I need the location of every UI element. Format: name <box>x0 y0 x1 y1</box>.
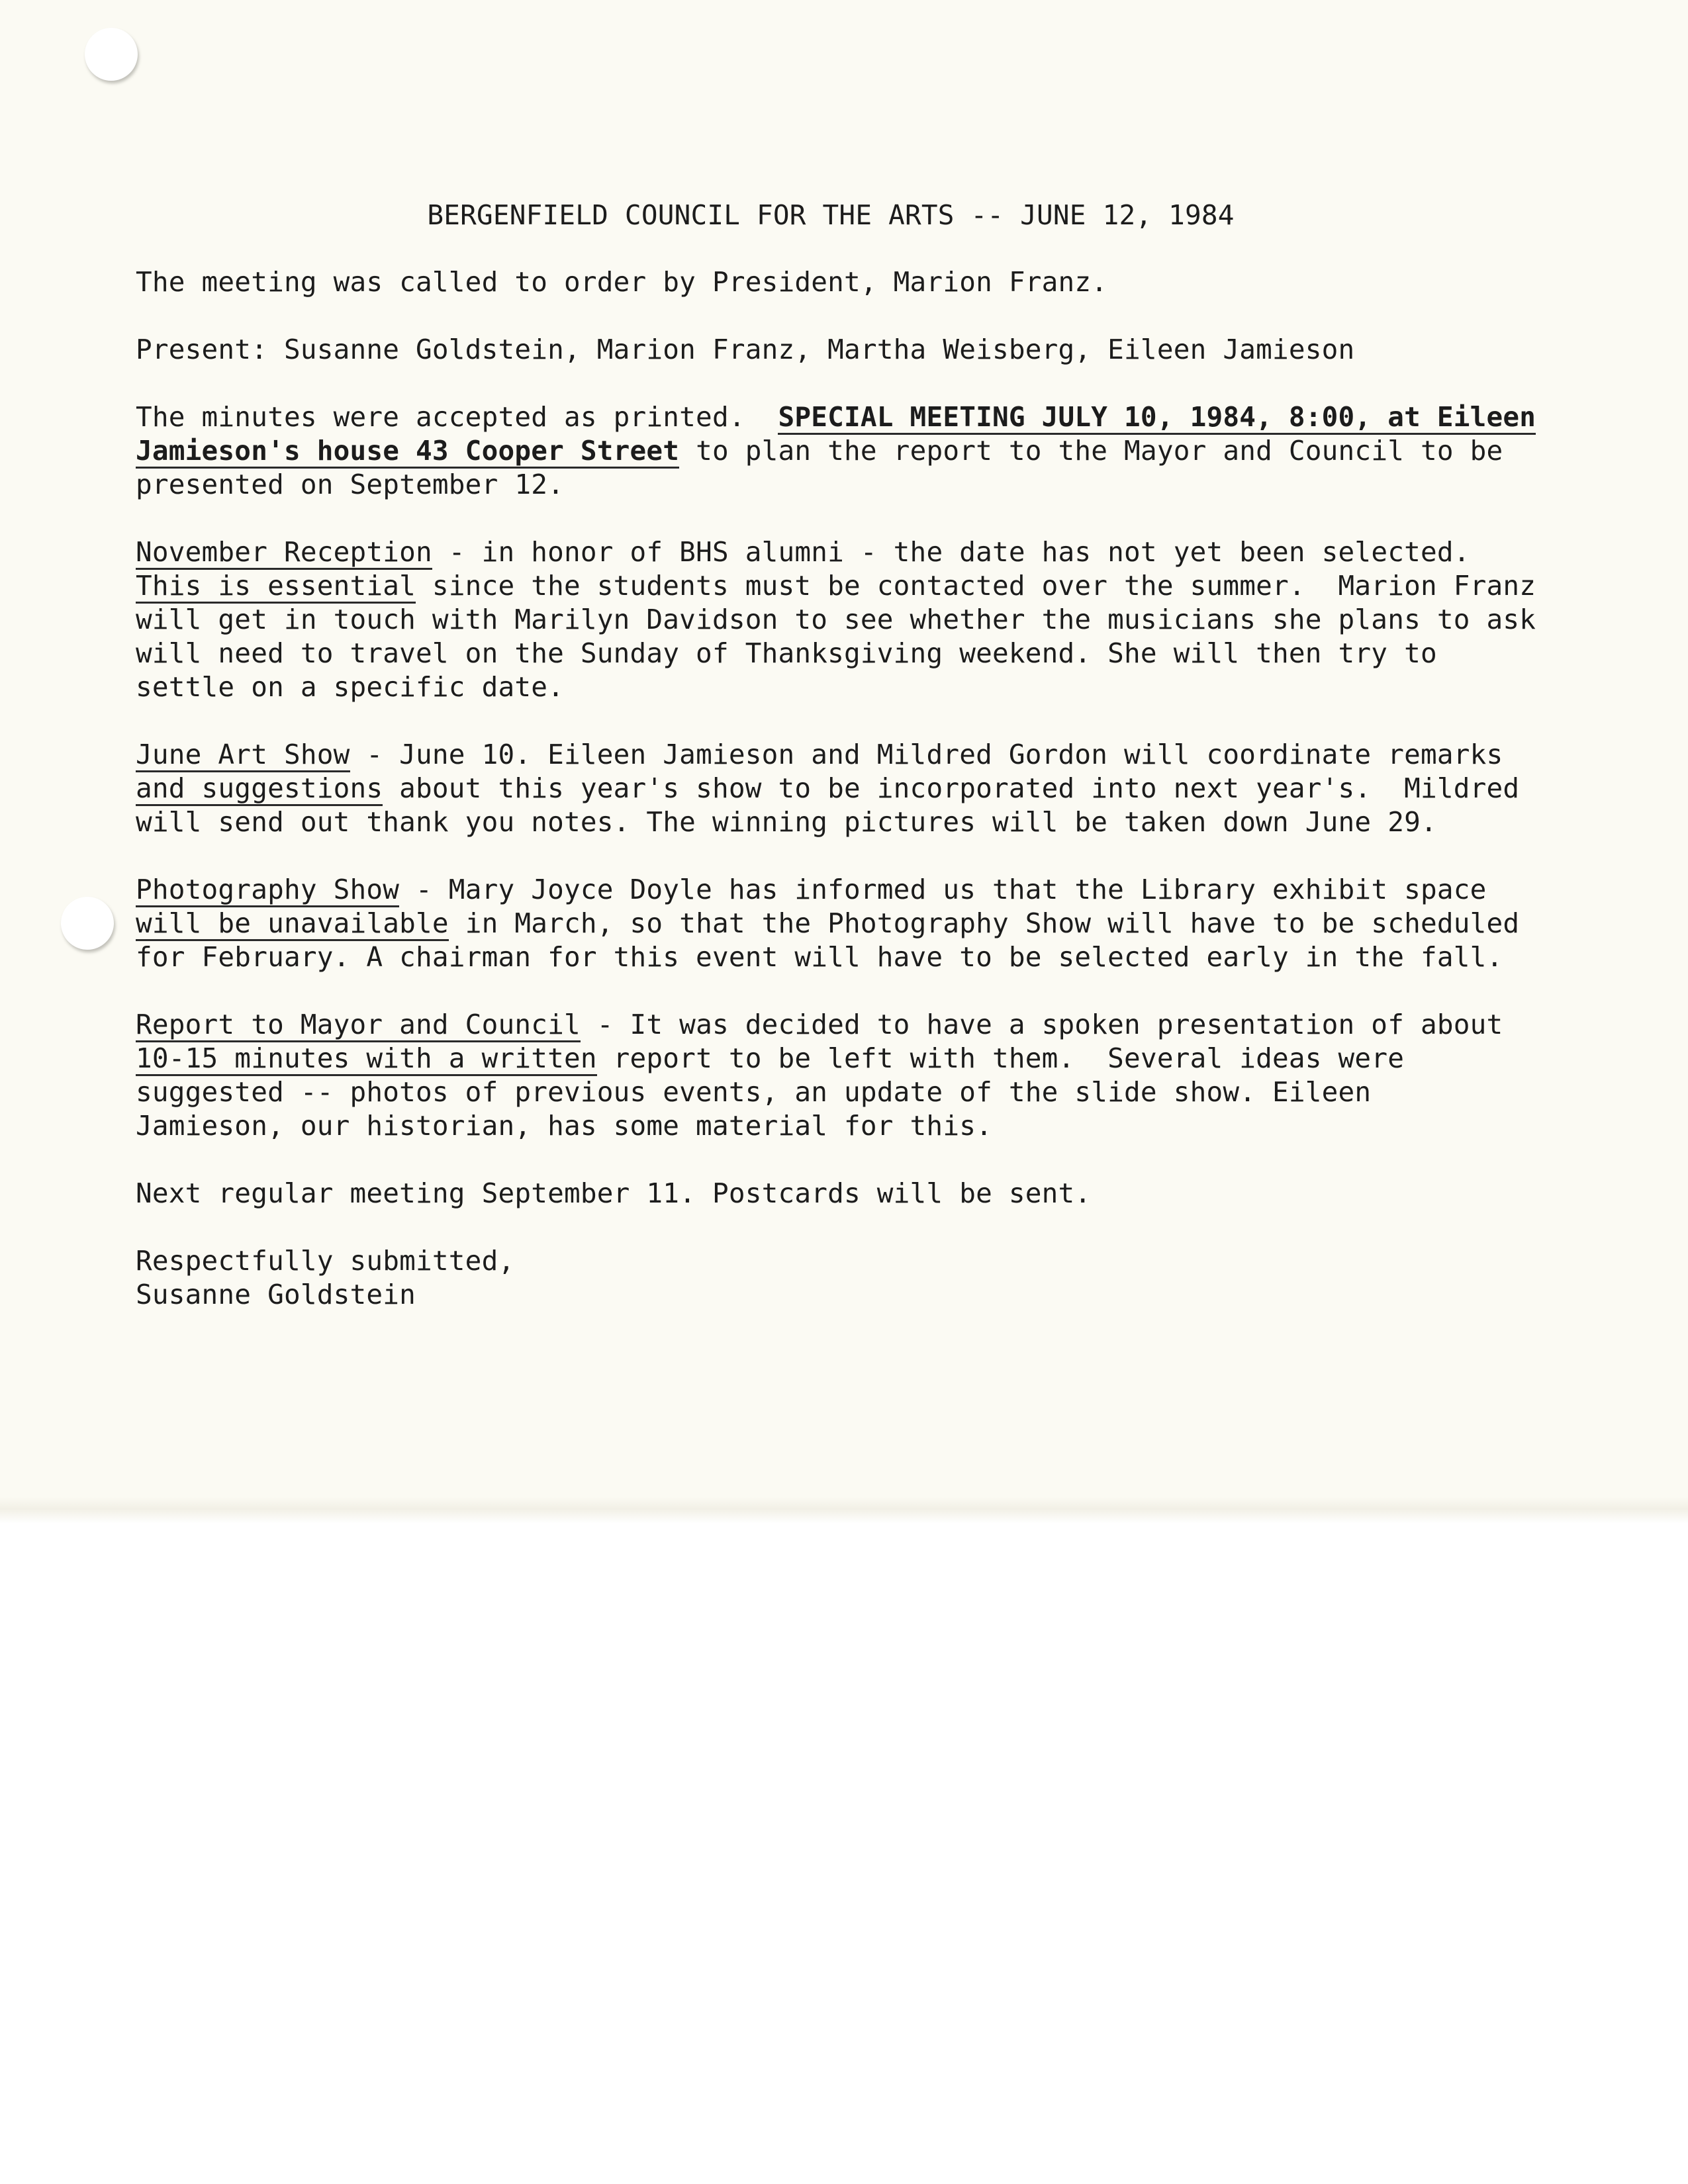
closing-line: Respectfully submitted, <box>136 1245 515 1277</box>
report-line-1-text: - It was decided to have a spoken presentation of about <box>580 1009 1503 1040</box>
june-line-2-text: about this year's show to be incorporated into next year's. Mildred <box>383 772 1520 804</box>
november-line-3: will get in touch with Marilyn Davidson to see whether the musicians she plans to ask <box>136 604 1536 635</box>
report-paragraph <box>136 1008 1559 1143</box>
june-line-2 <box>136 772 1559 805</box>
punch-hole-top <box>85 28 138 81</box>
november-reception-paragraph <box>136 535 1559 704</box>
photography-show-paragraph <box>136 873 1559 974</box>
november-line-2-text: since the students must be contacted over the summer. Marion Franz <box>416 570 1536 602</box>
report-line-2-text: report to be left with them. Several ideas were <box>596 1042 1405 1074</box>
photo-line-1-text: - Mary Joyce Doyle has informed us that the Library exhibit space <box>399 874 1487 905</box>
signature-name: Susanne Goldstein <box>136 1279 416 1310</box>
report-line-2 <box>136 1042 1559 1075</box>
report-line-4: Jamieson, our historian, has some material for this. <box>136 1110 992 1142</box>
november-line-1 <box>136 535 1559 569</box>
minutes-intro: The minutes were accepted as printed. <box>136 401 778 433</box>
attendance-line: Present: Susanne Goldstein, Marion Franz, Martha Weisberg, Eileen Jamieson <box>136 334 1355 365</box>
november-reception-heading: November Reception <box>136 536 432 570</box>
special-meeting-notice: SPECIAL MEETING JULY 10, 1984, 8:00, at Eileen <box>778 401 1536 435</box>
november-underlined-phrase: This is essential <box>136 570 416 604</box>
photo-underlined-phrase: will be unavailable <box>136 907 449 941</box>
june-art-show-heading: June Art Show <box>136 739 350 772</box>
photography-show-heading: Photography Show <box>136 874 399 907</box>
june-line-3: will send out thank you notes. The winning pictures will be taken down June 29. <box>136 806 1437 838</box>
report-heading: Report to Mayor and Council <box>136 1009 581 1042</box>
november-line-2 <box>136 569 1559 603</box>
paper-bottom-edge <box>0 1497 1688 1524</box>
next-meeting-line: Next regular meeting September 11. Postcards will be sent. <box>136 1177 1092 1209</box>
report-line-1 <box>136 1008 1559 1042</box>
photo-line-2-text: in March, so that the Photography Show will have to be scheduled <box>448 907 1520 939</box>
minutes-line-2 <box>136 434 1559 468</box>
minutes-line-3: presented on September 12. <box>136 469 564 500</box>
november-line-5: settle on a specific date. <box>136 671 564 703</box>
special-meeting-location: Jamieson's house 43 Cooper Street <box>136 435 679 469</box>
document-title: BERGENFIELD COUNCIL FOR THE ARTS -- JUNE 12, 1984 <box>427 199 1235 231</box>
minutes-paragraph <box>136 400 1559 502</box>
minutes-document <box>136 199 1559 1312</box>
photo-line-2 <box>136 907 1559 940</box>
photo-line-1 <box>136 873 1559 907</box>
november-line-4: will need to travel on the Sunday of Thanksgiving weekend. She will then try to <box>136 637 1437 669</box>
call-to-order: The meeting was called to order by President, Marion Franz. <box>136 266 1108 298</box>
june-line-1 <box>136 738 1559 772</box>
punch-hole-middle <box>61 897 114 950</box>
report-line-3: suggested -- photos of previous events, an update of the slide show. Eileen <box>136 1076 1372 1108</box>
june-underlined-phrase: and suggestions <box>136 772 383 806</box>
minutes-line-2-rest: to plan the report to the Mayor and Council to be <box>679 435 1503 467</box>
june-line-1-text: - June 10. Eileen Jamieson and Mildred Gordon will coordinate remarks <box>350 739 1503 770</box>
minutes-line-1 <box>136 400 1559 434</box>
photo-line-3: for February. A chairman for this event will have to be selected early in the fall. <box>136 941 1503 973</box>
november-line-1-text: - in honor of BHS alumni - the date has not yet been selected. <box>432 536 1470 568</box>
june-art-show-paragraph <box>136 738 1559 839</box>
report-underlined-phrase: 10-15 minutes with a written <box>136 1042 597 1076</box>
